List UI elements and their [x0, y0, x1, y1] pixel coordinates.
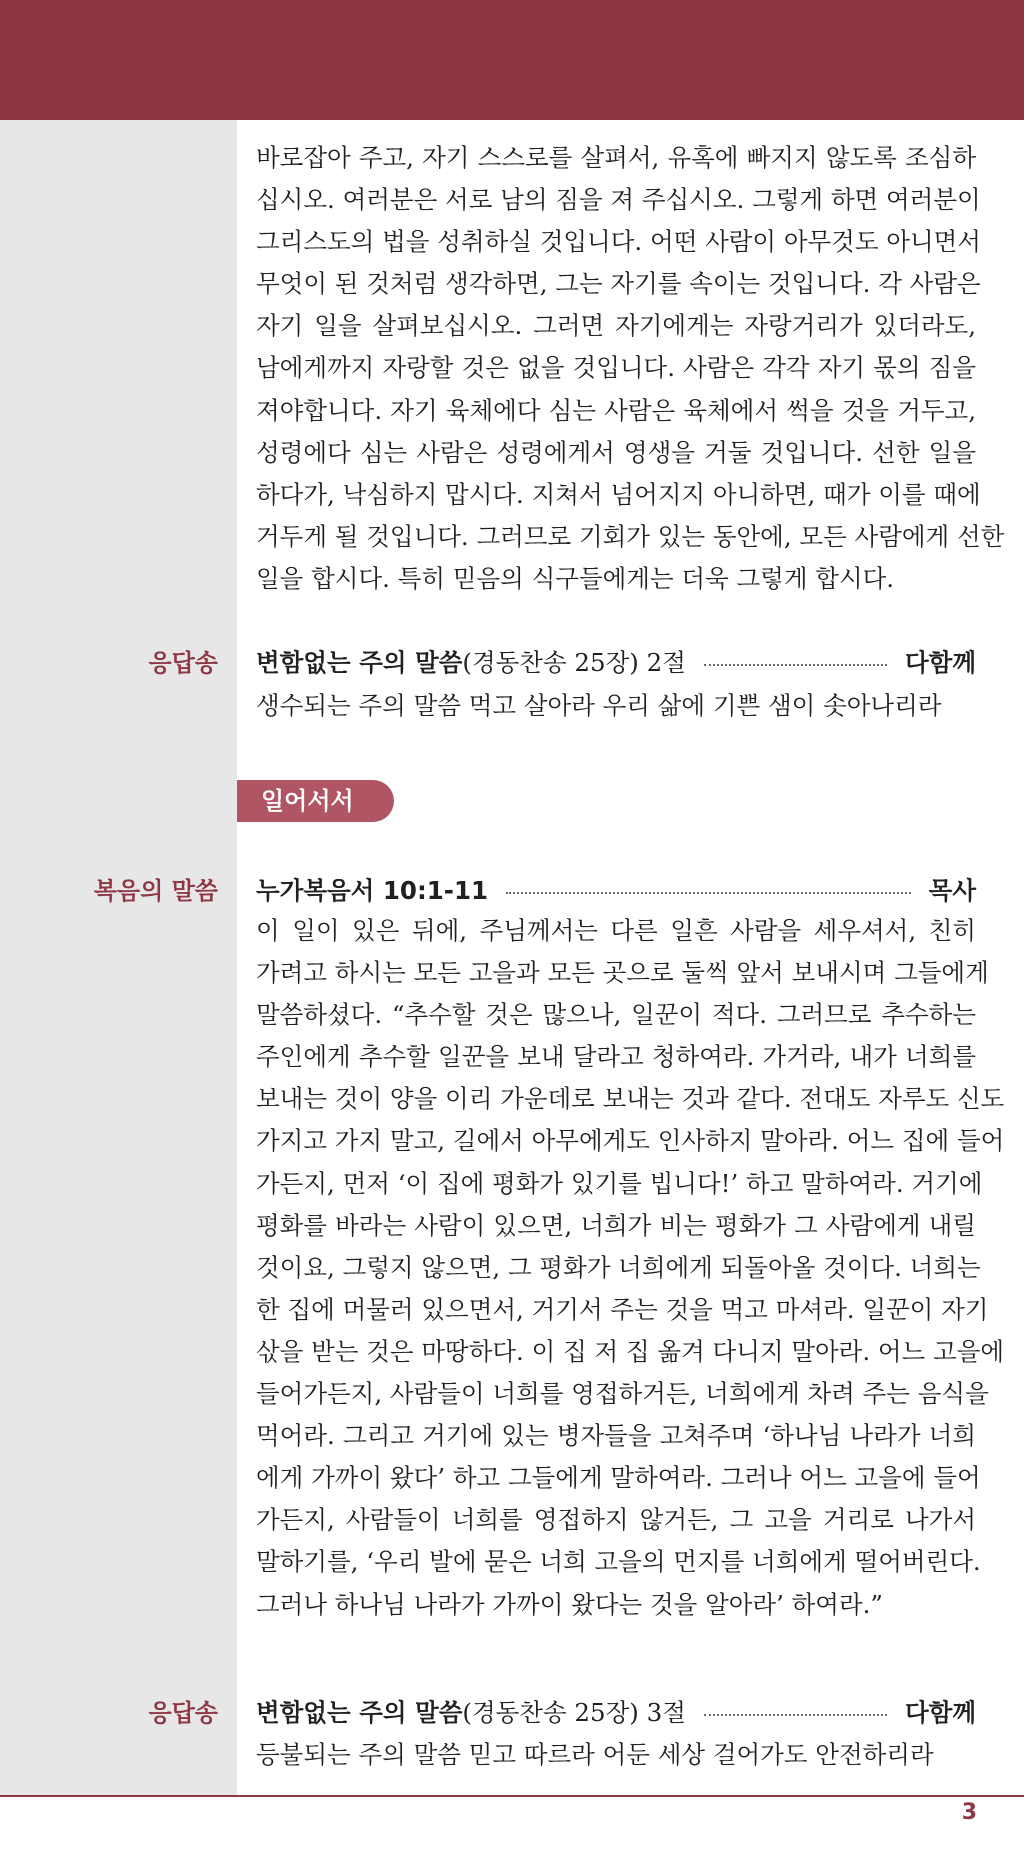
- passage-line: 남에게까지 자랑할 것은 없을 것입니다. 사람은 각각 자기 몫의 짐을: [256, 353, 976, 383]
- stand-up-badge: 일어서서: [237, 780, 394, 822]
- hymn-reference: (경동찬송 25장) 3절: [462, 1697, 686, 1727]
- passage-line: 자기 일을 살펴보십시오. 그러면 자기에게는 자랑거리가 있더라도,: [256, 311, 976, 341]
- passage-line: 주인에게 추수할 일꾼을 보내 달라고 청하여라. 가거라, 내가 너희를: [256, 1042, 976, 1072]
- hymn-lyric: [256, 685, 976, 727]
- passage-line: 가든지, 사람들이 너희를 영접하지 않거든, 그 고을 거리로 나가서: [256, 1505, 976, 1535]
- gospel-header: [256, 868, 976, 910]
- passage-line: 거두게 될 것입니다. 그러므로 기회가 있는 동안에, 모든 사람에게 선한: [256, 521, 1005, 551]
- passage-line: 말하기를, ‘우리 발에 묻은 너희 고을의 먼지를 너희에게 떨어버린다.: [256, 1547, 981, 1577]
- scripture-reference: 누가복음서 10:1-11: [256, 875, 489, 905]
- dot-leader: [506, 892, 911, 894]
- passage-line: 에게 가까이 왔다’ 하고 그들에게 말하여라. 그러나 어느 고을에 들어: [256, 1463, 981, 1493]
- reader: 목사: [928, 875, 976, 905]
- gospel-label: 복음의 말씀: [93, 877, 218, 905]
- dot-leader: [704, 1714, 887, 1716]
- gospel-passage: [256, 910, 1005, 1626]
- performer: 다함께: [904, 647, 976, 677]
- left-margin-column: [0, 120, 237, 1795]
- passage-line: 말씀하셨다. “추수할 것은 많으나, 일꾼이 적다. 그러므로 추수하는: [256, 1000, 976, 1030]
- passage-line: 것이요, 그렇지 않으면, 그 평화가 너희에게 되돌아올 것이다. 너희는: [256, 1252, 981, 1282]
- hymn-title: 변함없는 주의 말씀: [256, 647, 463, 677]
- page-number: 3: [961, 1800, 977, 1825]
- hymn-lyric: [256, 1734, 976, 1776]
- hymn-title: 변함없는 주의 말씀: [256, 1697, 463, 1727]
- passage-line: 삯을 받는 것은 마땅하다. 이 집 저 집 옮겨 다니지 말아라. 어느 고을에: [256, 1336, 1005, 1366]
- response-song-header: [256, 640, 976, 682]
- lyric-line: 등불되는 주의 말씀 믿고 따르라 어둔 세상 걸어가도 안전하리라: [256, 1740, 934, 1769]
- passage-line: 바로잡아 주고, 자기 스스로를 살펴서, 유혹에 빠지지 않도록 조심하: [256, 143, 976, 172]
- passage-line: 그리스도의 법을 성취하실 것입니다. 어떤 사람이 아무것도 아니면서: [256, 227, 981, 257]
- passage-line: 하다가, 낙심하지 맙시다. 지쳐서 넘어지지 아니하면, 때가 이를 때에: [256, 479, 981, 509]
- passage-line: 이 일이 있은 뒤에, 주님께서는 다른 일흔 사람을 세우셔서, 친히: [256, 916, 976, 945]
- passage-line: 십시오. 여러분은 서로 남의 짐을 져 주십시오. 그렇게 하면 여러분이: [256, 185, 981, 215]
- passage-line: 가려고 하시는 모든 고을과 모든 곳으로 둘씩 앞서 보내시며 그들에게: [256, 958, 989, 988]
- hymn-reference: (경동찬송 25장) 2절: [462, 647, 686, 677]
- performer: 다함께: [904, 1697, 976, 1727]
- passage-line: 가지고 가지 말고, 길에서 아무에게도 인사하지 말아라. 어느 집에 들어: [256, 1126, 1005, 1156]
- passage-line: 보내는 것이 양을 이리 가운데로 보내는 것과 같다. 전대도 자루도 신도: [256, 1084, 1005, 1114]
- footer-rule: [0, 1795, 1024, 1797]
- passage-line: 무엇이 된 것처럼 생각하면, 그는 자기를 속이는 것입니다. 각 사람은: [256, 269, 981, 299]
- passage-line: 들어가든지, 사람들이 너희를 영접하거든, 너희에게 차려 주는 음식을: [256, 1379, 989, 1409]
- response-song-header: [256, 1690, 976, 1732]
- response-song-label: 응답송: [148, 649, 218, 677]
- lyric-line: 생수되는 주의 말씀 먹고 살아라 우리 삶에 기쁜 샘이 솟아나리라: [256, 691, 942, 720]
- passage-line: 일을 합시다. 특히 믿음의 식구들에게는 더욱 그렇게 합시다.: [256, 563, 895, 593]
- passage-line: 평화를 바라는 사람이 있으면, 너희가 비는 평화가 그 사람에게 내릴: [256, 1210, 976, 1240]
- passage-line: 성령에다 심는 사람은 성령에게서 영생을 거둘 것입니다. 선한 일을: [256, 437, 976, 467]
- passage-line: 먹어라. 그리고 거기에 있는 병자들을 고쳐주며 ‘하나님 나라가 너희: [256, 1421, 976, 1451]
- response-song-label: 응답송: [148, 1699, 218, 1727]
- epistle-passage: [256, 137, 1005, 600]
- passage-line: 가든지, 먼저 ‘이 집에 평화가 있기를 빕니다!’ 하고 말하여라. 거기에: [256, 1168, 983, 1198]
- header-band: [0, 0, 1024, 120]
- passage-line: 져야합니다. 자기 육체에다 심는 사람은 육체에서 썩을 것을 거두고,: [256, 395, 976, 425]
- dot-leader: [704, 664, 887, 666]
- passage-line: 그러나 하나님 나라가 가까이 왔다는 것을 알아라’ 하여라.”: [256, 1589, 883, 1619]
- passage-line: 한 집에 머물러 있으면서, 거기서 주는 것을 먹고 마셔라. 일꾼이 자기: [256, 1294, 989, 1324]
